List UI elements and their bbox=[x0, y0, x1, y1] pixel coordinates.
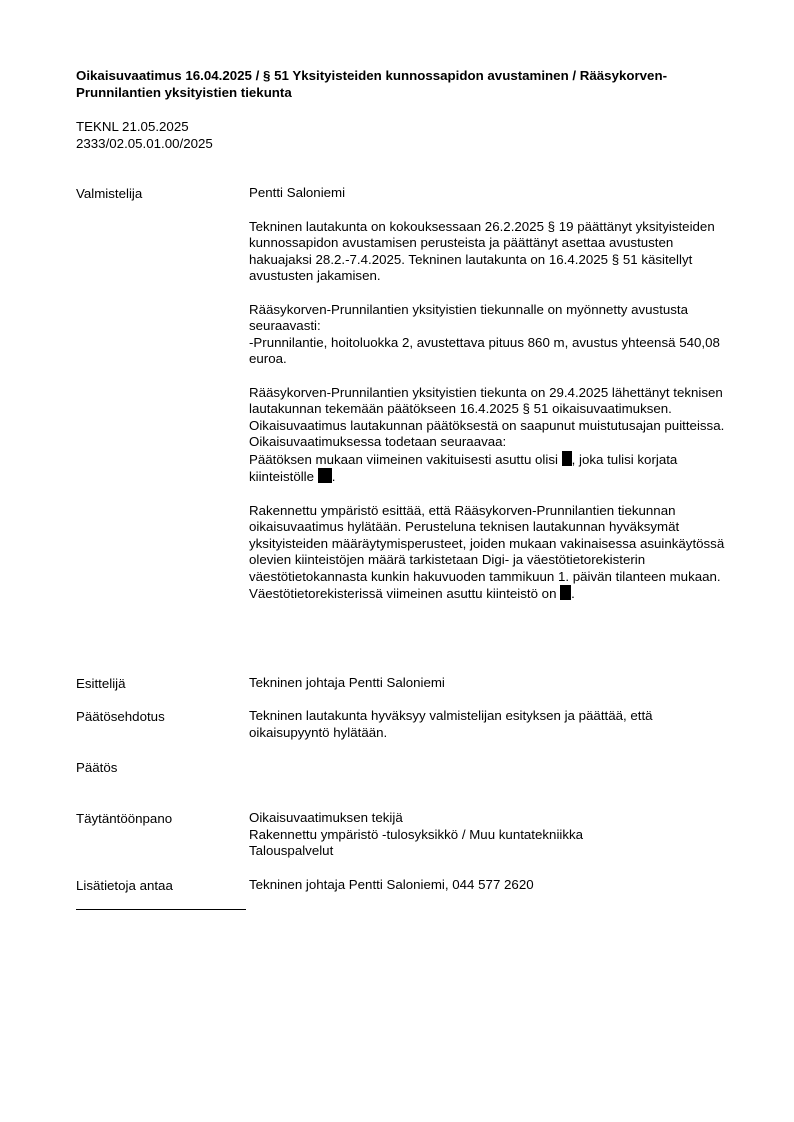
valmistelija-label: Valmistelija bbox=[76, 186, 143, 201]
recommendation-end: . bbox=[571, 586, 575, 601]
esittelija-value: Tekninen johtaja Pentti Saloniemi bbox=[249, 675, 445, 690]
paragraph-appeal-quote bbox=[249, 451, 736, 486]
appeal-quote-part-b: , joka tulisi korjata kiinteistölle bbox=[249, 451, 678, 484]
taytantoonpano-label: Täytäntöönpano bbox=[76, 811, 173, 826]
recommendation-text: Rakennettu ympäristö esittää, että Rääsykorven-Prunnilantien tiekunnan oikaisuvaatimus hylätään. Perusteluna teknisen lautakunnan hyväksymät yksityisteiden määräytymisperusteet, joiden mukaan vakinaisessa asuinkäytössä olevien kiinteistöjen määrä tarkistetaan Digi- ja väestötietorekisterin väestötietokannasta kunkin hakuvuoden tammikuun 1. päivän tilanteen mukaan. Väestötietorekisterissä viimeinen asuttu kiinteistö on bbox=[249, 502, 725, 601]
recipient-item: Talouspalvelut bbox=[249, 843, 334, 858]
section-end-rule bbox=[76, 909, 246, 910]
appeal-quote-part-a: Päätöksen mukaan viimeinen vakituisesti asuttu olisi bbox=[249, 451, 562, 467]
recipient-item: Rakennettu ympäristö -tulosyksikkö / Muu kuntatekniikka bbox=[249, 826, 584, 842]
redaction-block bbox=[560, 585, 571, 600]
lisatietoja-value: Tekninen johtaja Pentti Saloniemi, 044 577 2620 bbox=[249, 877, 534, 892]
paragraph-recommendation bbox=[249, 503, 736, 603]
record-id: 2333/02.05.01.00/2025 bbox=[76, 136, 213, 151]
paatos-label: Päätös bbox=[76, 760, 118, 775]
paragraph-background: Tekninen lautakunta on kokouksessaan 26.2.2025 § 19 päättänyt yksityisteiden kunnossapidon avustamisen perusteista ja päättänyt asettaa avustusten hakuajaksi 28.2.-7.4.2025. Tekninen lautakunta on 16.4.2025 § 51 käsitellyt avustusten jakamisen. bbox=[249, 218, 715, 283]
esittelija-label: Esittelijä bbox=[76, 676, 126, 691]
paragraph-grant-intro: Rääsykorven-Prunnilantien yksityistien tiekunnalle on myönnetty avustusta seuraavasti: bbox=[249, 301, 689, 333]
lisatietoja-label: Lisätietoja antaa bbox=[76, 878, 173, 893]
paatosehdotus-label: Päätösehdotus bbox=[76, 709, 165, 724]
valmistelija-name: Pentti Saloniemi bbox=[249, 185, 346, 200]
document-title: Oikaisuvaatimus 16.04.2025 / § 51 Yksityisteiden kunnossapidon avustaminen / Rääsykorven-Prunnilantien yksityistien tiekunta bbox=[76, 68, 667, 100]
paatosehdotus-value: Tekninen lautakunta hyväksyy valmistelijan esityksen ja päättää, että oikaisupyyntö hylätään. bbox=[249, 708, 653, 740]
appeal-quote-part-c: . bbox=[331, 469, 336, 484]
redaction-block bbox=[318, 468, 332, 483]
paragraph-appeal: Rääsykorven-Prunnilantien yksityistien tiekunta on 29.4.2025 lähettänyt teknisen lautakunnan tekemään päätökseen 16.4.2025 § 51 oikaisuvaatimuksen. Oikaisuvaatimus lautakunnan päätöksestä on saapunut muistutusajan puitteissa. Oikaisuvaatimuksessa todetaan seuraavaa: bbox=[249, 384, 725, 449]
recipient-item: Oikaisuvaatimuksen tekijä bbox=[249, 810, 403, 825]
valmistelija-content bbox=[249, 185, 736, 603]
redaction-block bbox=[562, 451, 572, 466]
taytantoonpano-list bbox=[249, 810, 736, 860]
meeting-reference: TEKNL 21.05.2025 bbox=[76, 119, 189, 134]
document-meta bbox=[76, 118, 213, 152]
paragraph-grant-detail: -Prunnilantie, hoitoluokka 2, avustettava pituus 860 m, avustus yhteensä 540,08 euroa. bbox=[249, 334, 720, 366]
